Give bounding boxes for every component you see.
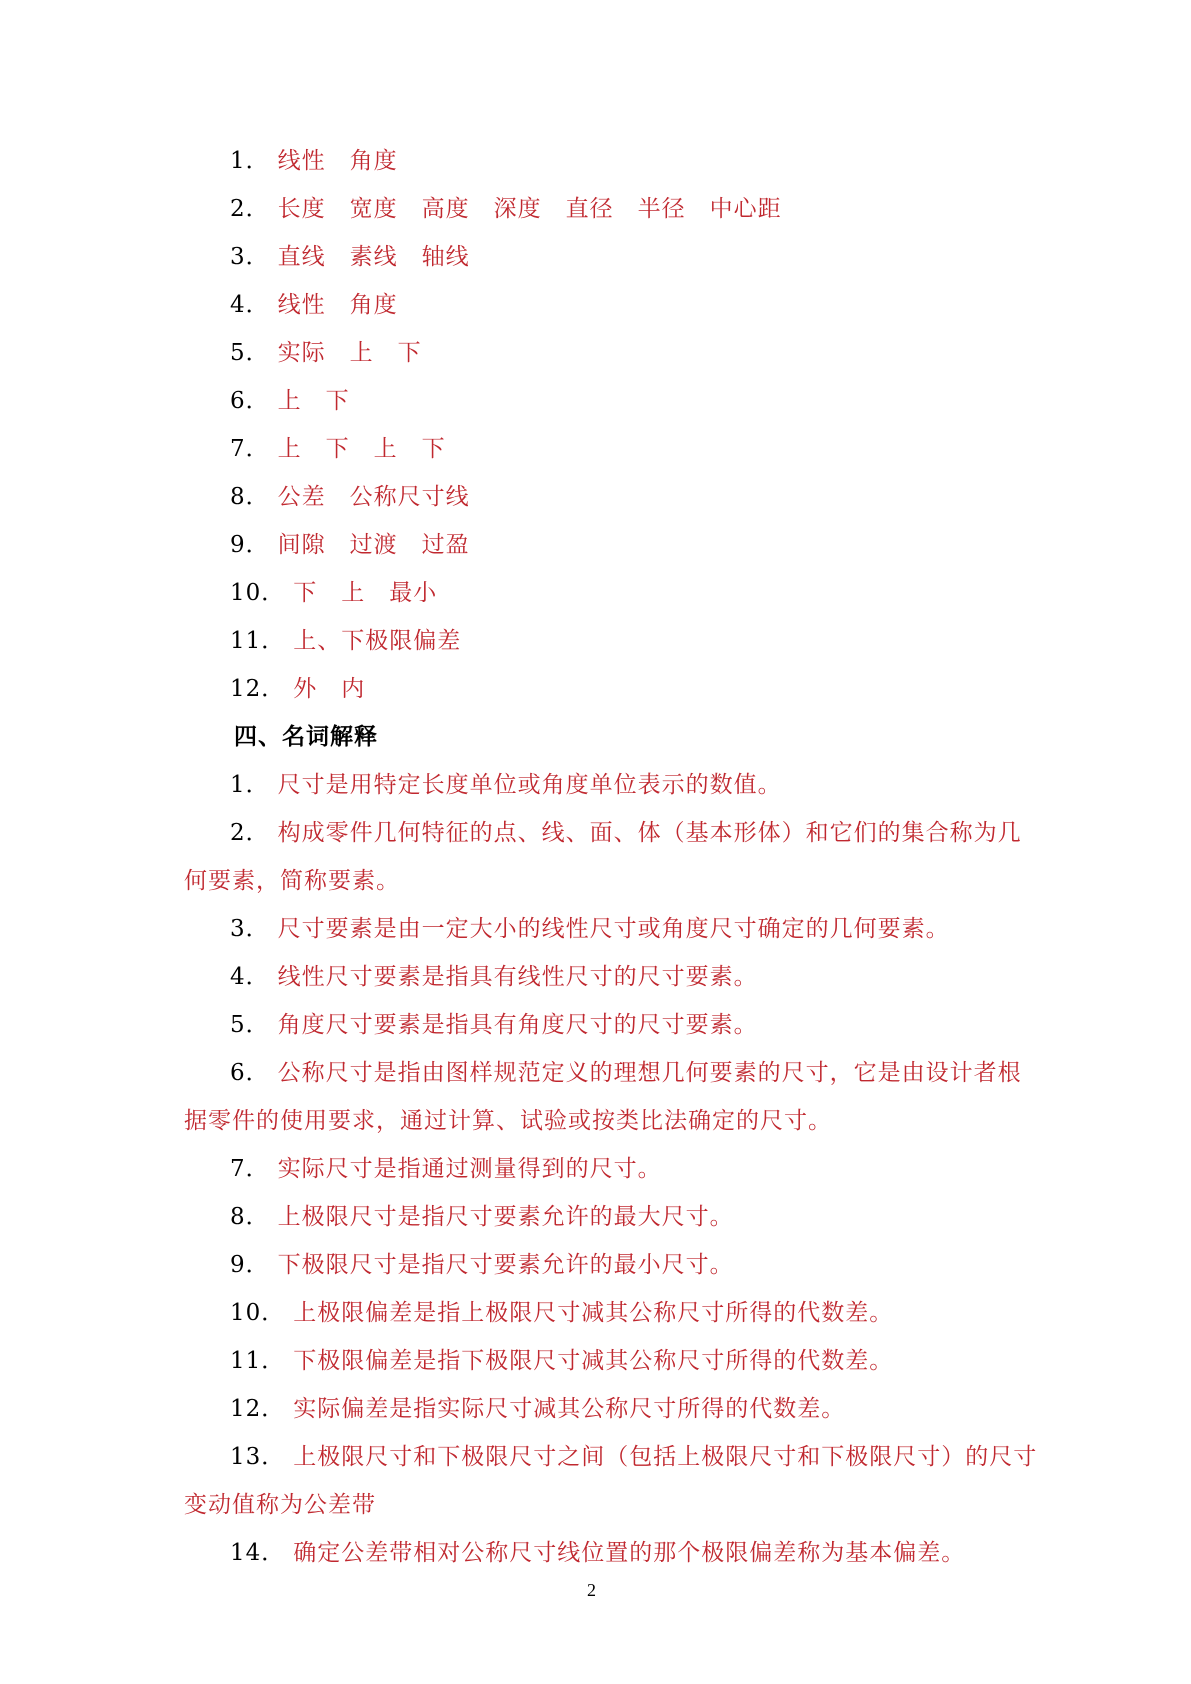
- item-number: 10．: [230, 580, 286, 606]
- answer-item: [230, 578, 437, 608]
- definition-continuation: [184, 1106, 832, 1136]
- item-number: 4．: [230, 292, 270, 318]
- item-text: 公差 公称尺寸线: [277, 484, 470, 510]
- section-heading: 四、名词解释: [234, 724, 378, 750]
- definition-text: 变动值称为公差带: [184, 1492, 376, 1518]
- definition-text: 何要素，简称要素。: [184, 868, 400, 894]
- item-number: 10．: [230, 1300, 286, 1326]
- definition-item: [230, 1250, 734, 1280]
- answer-item: [230, 242, 470, 272]
- answer-item: [230, 386, 350, 416]
- item-number: 12．: [230, 1396, 286, 1422]
- item-text: 外 内: [293, 676, 366, 702]
- item-number: 11．: [230, 628, 286, 654]
- item-text: 实际 上 下: [277, 340, 422, 366]
- answer-item: [230, 338, 422, 368]
- item-number: 11．: [230, 1348, 286, 1374]
- item-number: 12．: [230, 676, 286, 702]
- definition-item: [230, 1058, 1022, 1088]
- answer-item: [230, 482, 470, 512]
- definition-text: 实际尺寸是指通过测量得到的尺寸。: [277, 1156, 662, 1182]
- answer-item: [230, 194, 782, 224]
- item-text: 直线 素线 轴线: [277, 244, 470, 270]
- definition-text: 上极限尺寸和下极限尺寸之间（包括上极限尺寸和下极限尺寸）的尺寸: [293, 1444, 1038, 1470]
- answer-item: [230, 674, 365, 704]
- definition-text: 尺寸是用特定长度单位或角度单位表示的数值。: [277, 772, 782, 798]
- item-number: 6．: [230, 1060, 270, 1086]
- item-text: 线性 角度: [277, 148, 398, 174]
- item-number: 3．: [230, 244, 270, 270]
- item-number: 3．: [230, 916, 270, 942]
- item-text: 下 上 最小: [293, 580, 438, 606]
- item-number: 1．: [230, 148, 270, 174]
- item-text: 上 下: [277, 388, 350, 414]
- answer-item: [230, 530, 470, 560]
- definition-item: [230, 770, 782, 800]
- definition-item: [230, 962, 758, 992]
- definition-text: 下极限偏差是指下极限尺寸减其公称尺寸所得的代数差。: [293, 1348, 894, 1374]
- definition-item: [230, 1346, 893, 1376]
- item-text: 上、下极限偏差: [293, 628, 462, 654]
- item-text: 上 下 上 下: [277, 436, 446, 462]
- definition-item: [230, 1298, 893, 1328]
- definition-text: 线性尺寸要素是指具有线性尺寸的尺寸要素。: [277, 964, 758, 990]
- item-number: 2．: [230, 196, 270, 222]
- item-number: 4．: [230, 964, 270, 990]
- item-number: 5．: [230, 1012, 270, 1038]
- item-number: 8．: [230, 484, 270, 510]
- item-number: 8．: [230, 1204, 270, 1230]
- item-number: 6．: [230, 388, 270, 414]
- answer-item: [230, 626, 461, 656]
- item-text: 线性 角度: [277, 292, 398, 318]
- definition-item: [230, 1538, 965, 1568]
- definition-item: [230, 914, 950, 944]
- answer-item: [230, 146, 398, 176]
- definition-item: [230, 1442, 1037, 1472]
- definition-text: 确定公差带相对公称尺寸线位置的那个极限偏差称为基本偏差。: [293, 1540, 966, 1566]
- item-number: 13．: [230, 1444, 286, 1470]
- definition-continuation: [184, 1490, 376, 1520]
- definition-text: 实际偏差是指实际尺寸减其公称尺寸所得的代数差。: [293, 1396, 846, 1422]
- answer-item: [230, 290, 398, 320]
- item-number: 9．: [230, 1252, 270, 1278]
- definition-item: [230, 1202, 734, 1232]
- item-text: 间隙 过渡 过盈: [277, 532, 470, 558]
- definition-text: 尺寸要素是由一定大小的线性尺寸或角度尺寸确定的几何要素。: [277, 916, 950, 942]
- item-number: 14．: [230, 1540, 286, 1566]
- definition-item: [230, 1394, 845, 1424]
- definition-text: 角度尺寸要素是指具有角度尺寸的尺寸要素。: [277, 1012, 758, 1038]
- definition-text: 下极限尺寸是指尺寸要素允许的最小尺寸。: [277, 1252, 734, 1278]
- definition-continuation: [184, 866, 400, 896]
- item-number: 9．: [230, 532, 270, 558]
- answer-item: [230, 434, 446, 464]
- item-number: 2．: [230, 820, 270, 846]
- definition-text: 上极限偏差是指上极限尺寸减其公称尺寸所得的代数差。: [293, 1300, 894, 1326]
- item-number: 7．: [230, 1156, 270, 1182]
- definition-item: [230, 1010, 758, 1040]
- item-number: 7．: [230, 436, 270, 462]
- item-text: 长度 宽度 高度 深度 直径 半径 中心距: [277, 196, 782, 222]
- item-number: 1．: [230, 772, 270, 798]
- item-number: 5．: [230, 340, 270, 366]
- definition-text: 构成零件几何特征的点、线、面、体（基本形体）和它们的集合称为几: [277, 820, 1022, 846]
- definition-text: 公称尺寸是指由图样规范定义的理想几何要素的尺寸，它是由设计者根: [277, 1060, 1022, 1086]
- definition-item: [230, 818, 1022, 848]
- page-number: 2: [587, 1580, 596, 1600]
- definition-text: 上极限尺寸是指尺寸要素允许的最大尺寸。: [277, 1204, 734, 1230]
- definition-item: [230, 1154, 662, 1184]
- definition-text: 据零件的使用要求，通过计算、试验或按类比法确定的尺寸。: [184, 1108, 832, 1134]
